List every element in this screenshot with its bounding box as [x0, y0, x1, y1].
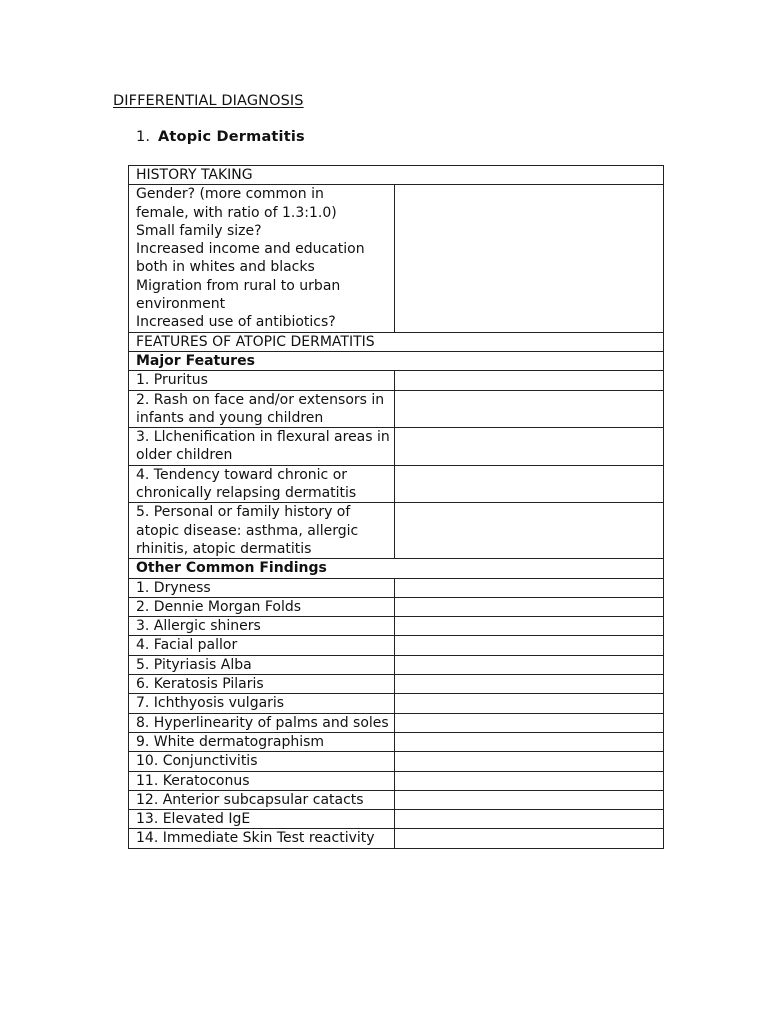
notes-cell[interactable]: [395, 790, 664, 809]
other-header-row: [129, 559, 664, 578]
history-line: Increased use of antibiotics?: [136, 314, 336, 331]
other-finding-item: 11. Keratoconus: [129, 771, 395, 790]
notes-cell[interactable]: [395, 655, 664, 674]
other-finding-row: [129, 771, 664, 790]
notes-cell[interactable]: [395, 752, 664, 771]
notes-cell[interactable]: [395, 732, 664, 751]
history-line: Small family size?: [136, 222, 262, 239]
other-finding-row: [129, 732, 664, 751]
features-header-row: [129, 332, 664, 351]
major-feature-row: [129, 428, 664, 466]
history-row: [129, 185, 664, 332]
major-feature-item: 2. Rash on face and/or extensors in infants and young children: [129, 390, 395, 428]
history-header-row: [129, 166, 664, 185]
other-finding-row: [129, 694, 664, 713]
diagnosis-table-body: [129, 166, 664, 849]
major-feature-item: 5. Personal or family history of atopic disease: asthma, allergic rhinitis, atopic dermatitis: [129, 503, 395, 559]
other-finding-item: 9. White dermatographism: [129, 732, 395, 751]
section-number: 1.: [136, 129, 151, 145]
other-finding-item: 3. Allergic shiners: [129, 617, 395, 636]
other-finding-item: 8. Hyperlinearity of palms and soles: [129, 713, 395, 732]
other-finding-row: [129, 578, 664, 597]
history-line: female, with ratio of 1.3:1.0): [136, 204, 337, 221]
other-finding-item: 5. Pityriasis Alba: [129, 655, 395, 674]
history-notes-cell[interactable]: [395, 185, 664, 332]
notes-cell[interactable]: [395, 771, 664, 790]
major-features-header: Major Features: [129, 351, 664, 370]
other-finding-item: 13. Elevated IgE: [129, 810, 395, 829]
history-line: Migration from rural to urban: [136, 277, 341, 294]
major-feature-row: [129, 503, 664, 559]
diagnosis-table: [128, 165, 664, 849]
notes-cell[interactable]: [395, 428, 664, 466]
other-finding-row: [129, 790, 664, 809]
major-feature-item: 1. Pruritus: [129, 371, 395, 390]
notes-cell[interactable]: [395, 675, 664, 694]
major-feature-row: [129, 371, 664, 390]
notes-cell[interactable]: [395, 829, 664, 848]
section-title: Atopic Dermatitis: [158, 129, 305, 145]
history-line: Gender? (more common in: [136, 186, 324, 203]
notes-cell[interactable]: [395, 597, 664, 616]
history-header: HISTORY TAKING: [129, 166, 664, 185]
notes-cell[interactable]: [395, 578, 664, 597]
major-feature-item: 3. Llchenification in flexural areas in older children: [129, 428, 395, 466]
major-header-row: [129, 351, 664, 370]
notes-cell[interactable]: [395, 390, 664, 428]
notes-cell[interactable]: [395, 694, 664, 713]
other-finding-row: [129, 752, 664, 771]
major-feature-item: 4. Tendency toward chronic or chronically relapsing dermatitis: [129, 465, 395, 503]
other-finding-item: 6. Keratosis Pilaris: [129, 675, 395, 694]
notes-cell[interactable]: [395, 465, 664, 503]
other-findings-header: Other Common Findings: [129, 559, 664, 578]
other-finding-item: 7. Ichthyosis vulgaris: [129, 694, 395, 713]
other-finding-item: 2. Dennie Morgan Folds: [129, 597, 395, 616]
other-finding-item: 14. Immediate Skin Test reactivity: [129, 829, 395, 848]
history-line: environment: [136, 296, 226, 313]
history-cell: [129, 185, 395, 332]
other-finding-item: 12. Anterior subcapsular catacts: [129, 790, 395, 809]
other-finding-row: [129, 829, 664, 848]
other-finding-row: [129, 810, 664, 829]
other-finding-row: [129, 636, 664, 655]
notes-cell[interactable]: [395, 371, 664, 390]
notes-cell[interactable]: [395, 713, 664, 732]
major-feature-row: [129, 390, 664, 428]
other-finding-row: [129, 713, 664, 732]
other-finding-row: [129, 655, 664, 674]
notes-cell[interactable]: [395, 810, 664, 829]
history-line: both in whites and blacks: [136, 259, 315, 276]
history-line: Increased income and education: [136, 241, 365, 258]
notes-cell[interactable]: [395, 503, 664, 559]
other-finding-row: [129, 597, 664, 616]
other-finding-row: [129, 675, 664, 694]
other-finding-item: 10. Conjunctivitis: [129, 752, 395, 771]
other-finding-item: 4. Facial pallor: [129, 636, 395, 655]
document-title: DIFFERENTIAL DIAGNOSIS: [113, 93, 304, 109]
features-header: FEATURES OF ATOPIC DERMATITIS: [129, 332, 664, 351]
other-finding-item: 1. Dryness: [129, 578, 395, 597]
notes-cell[interactable]: [395, 617, 664, 636]
section-heading: [136, 129, 305, 145]
notes-cell[interactable]: [395, 636, 664, 655]
major-feature-row: [129, 465, 664, 503]
other-finding-row: [129, 617, 664, 636]
